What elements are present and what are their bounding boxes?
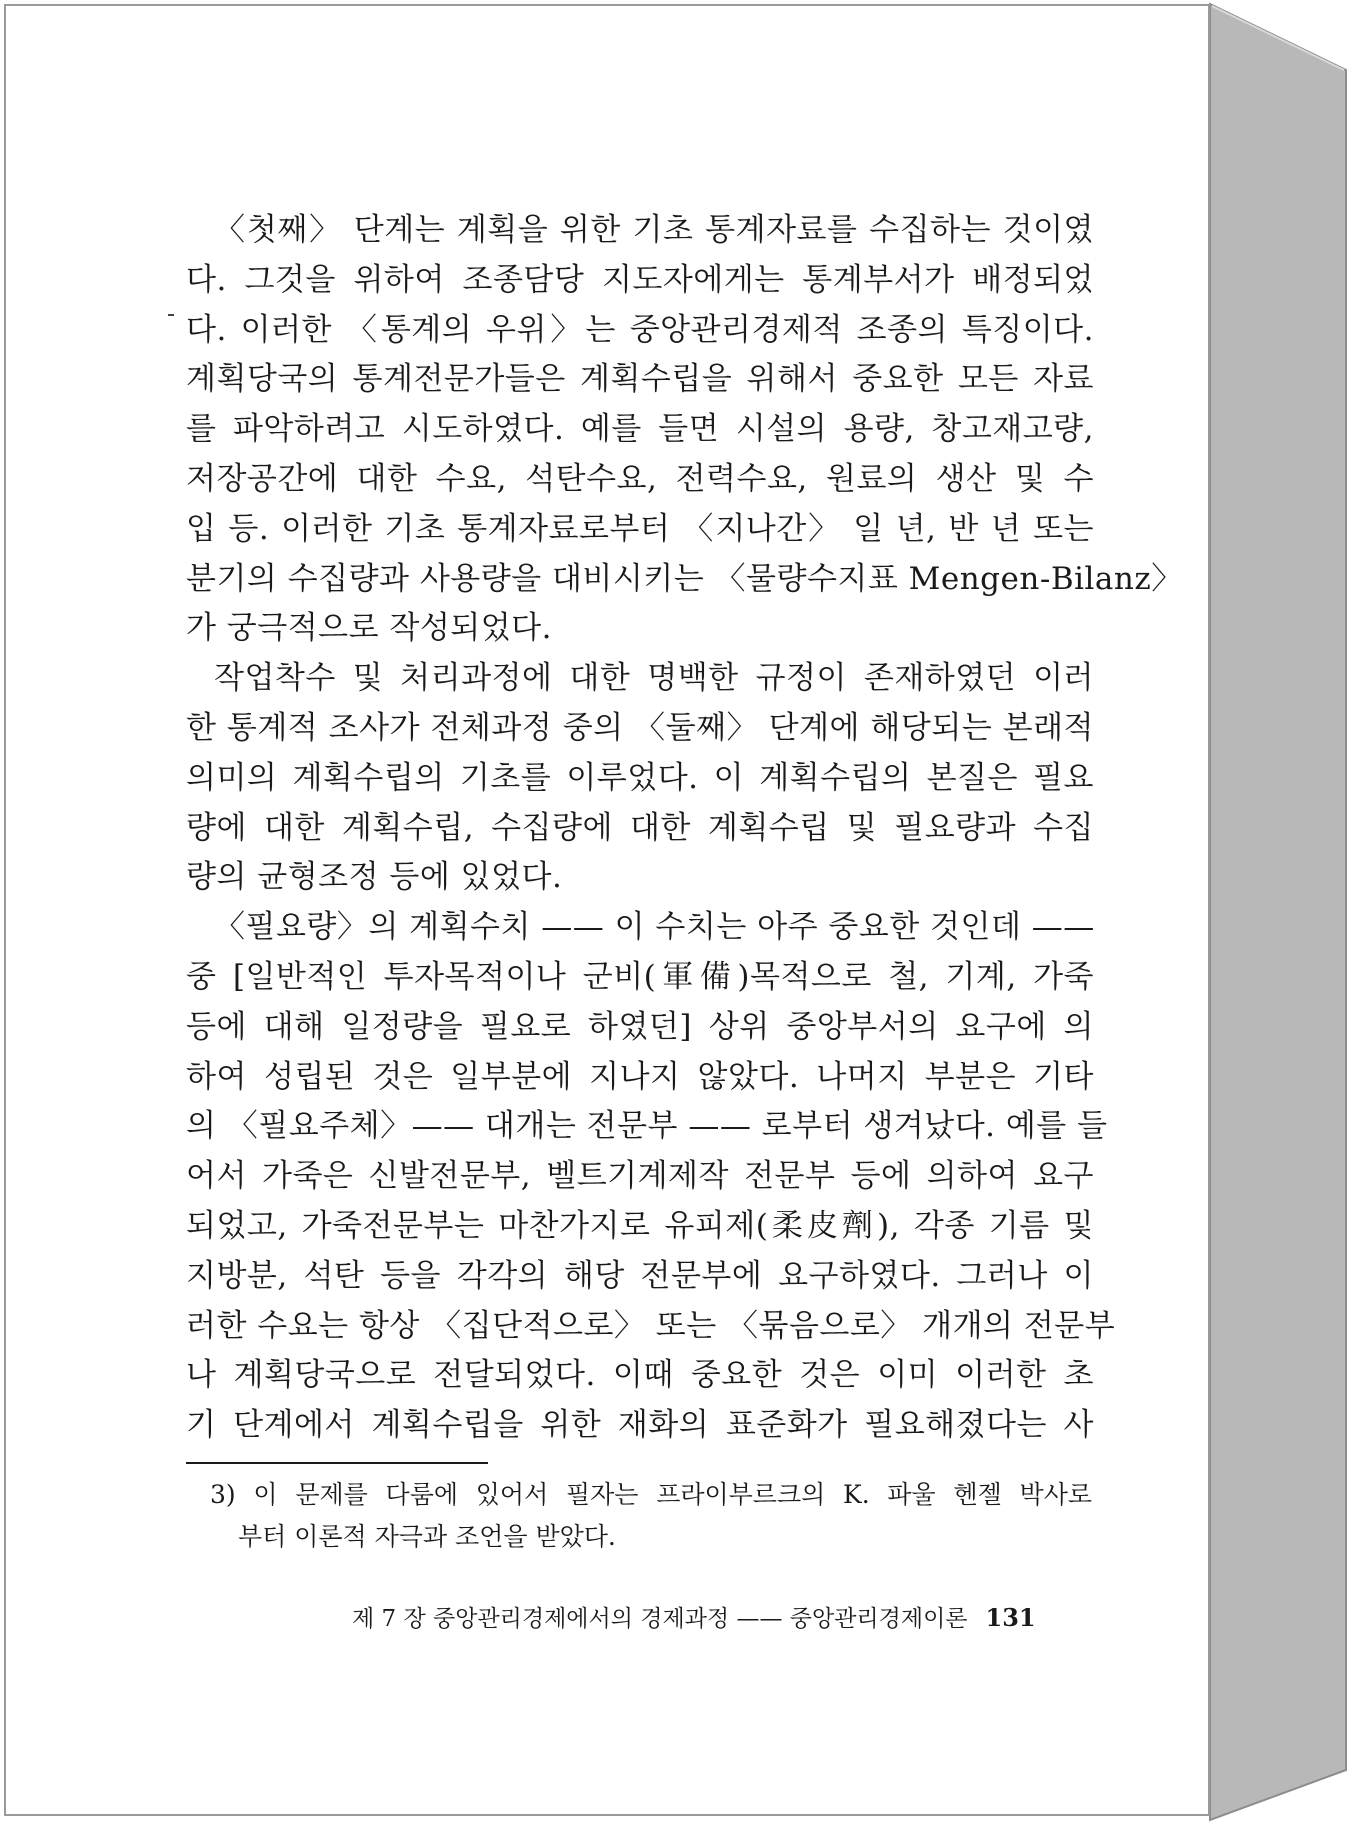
text-line: 의미의 계획수립의 기초를 이루었다. 이 계획수립의 본질은 필요 — [186, 759, 1094, 796]
text-line: 기 단계에서 계획수립을 위한 재화의 표준화가 필요해졌다는 사 — [186, 1407, 1094, 1444]
text-line: 계획당국의 통계전문가들은 계획수립을 위해서 중요한 모든 자료 — [186, 361, 1094, 398]
chapter-title: 제 7 장 중앙관리경제에서의 경제과정 —— 중앙관리경제이론 — [352, 1606, 968, 1632]
text-line: 가 궁극적으로 작성되었다. — [186, 610, 552, 647]
text-line: 량에 대한 계획수립, 수집량에 대한 계획수립 및 필요량과 수집 — [186, 809, 1094, 846]
text-line: 다. 이러한 〈통계의 우위〉는 중앙관리경제적 조종의 특징이다. — [186, 311, 1094, 348]
body-text — [186, 206, 1183, 1451]
footnote-divider — [186, 1462, 488, 1464]
footnote-line: 부터 이론적 자극과 조언을 받았다. — [238, 1522, 616, 1551]
page-number: 131 — [985, 1603, 1036, 1632]
text-line: 작업착수 및 처리과정에 대한 명백한 규정이 존재하였던 이러 — [214, 660, 1094, 697]
text-line: 를 파악하려고 시도하였다. 예를 들면 시설의 용량, 창고재고량, — [186, 411, 1094, 448]
text-line: 나 계획당국으로 전달되었다. 이때 중요한 것은 이미 이러한 초 — [186, 1357, 1094, 1394]
text-line: 등에 대해 일정량을 필요로 하였던] 상위 중앙부서의 요구에 의 — [186, 1008, 1094, 1045]
text-line: 〈첫째〉 단계는 계획을 위한 기초 통계자료를 수집하는 것이였 — [214, 212, 1094, 248]
text-line: 〈필요량〉의 계획수치 —— 이 수치는 아주 중요한 것인데 —— — [214, 909, 1095, 946]
footnote-line: 3) 이 문제를 다룸에 있어서 필자는 프라이부르크의 K. 파울 헨젤 박사로 — [210, 1480, 1092, 1509]
text-line: 러한 수요는 항상 〈집단적으로〉 또는 〈묶음으로〉 개개의 전문부 — [186, 1307, 1116, 1344]
text-line: 량의 균형조정 등에 있었다. — [186, 859, 563, 896]
text-line: 되었고, 가죽전문부는 마찬가지로 유피제(柔皮劑), 각종 기름 및 — [186, 1207, 1094, 1244]
text-line: 분기의 수집량과 사용량을 대비시키는 〈물량수지표 Mengen-Bilanz〉 — [186, 560, 1183, 597]
text-line: 하여 성립된 것은 일부분에 지나지 않았다. 나머지 부분은 기타 — [186, 1058, 1094, 1095]
text-line: 어서 가죽은 신발전문부, 벨트기계제작 전문부 등에 의하여 요구 — [186, 1158, 1094, 1195]
text-line: 한 통계적 조사가 전체과정 중의 〈둘째〉 단계에 해당되는 본래적 — [186, 709, 1094, 746]
running-footer — [352, 1598, 1072, 1638]
text-line: 중 [일반적인 투자목적이나 군비(軍備)목적으로 철, 기계, 가죽 — [186, 958, 1094, 995]
text-line: 지방분, 석탄 등을 각각의 해당 전문부에 요구하였다. 그러나 이 — [186, 1257, 1094, 1294]
text-line: 입 등. 이러한 기초 통계자료로부터 〈지나간〉 일 년, 반 년 또는 — [186, 510, 1094, 547]
text-line: 저장공간에 대한 수요, 석탄수요, 전력수요, 원료의 생산 및 수 — [186, 460, 1094, 497]
text-line: 다. 그것을 위하여 조종담당 지도자에게는 통계부서가 배정되었 — [186, 261, 1094, 298]
text-line: 의 〈필요주체〉—— 대개는 전문부 —— 로부터 생겨났다. 예를 들 — [186, 1108, 1108, 1145]
scan-speck — [168, 314, 174, 316]
footnote — [210, 1474, 1092, 1558]
